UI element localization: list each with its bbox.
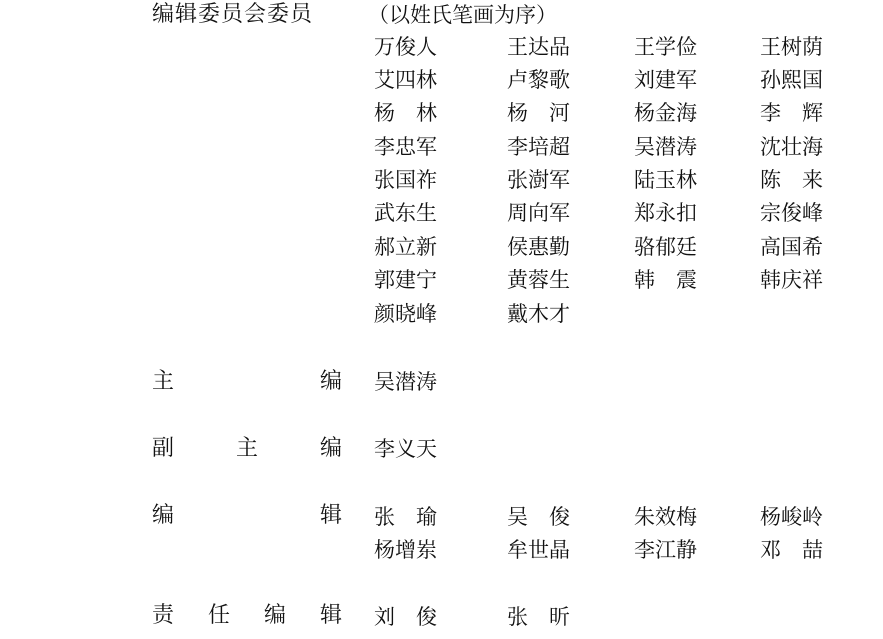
- editors-label: [152, 501, 342, 531]
- label-char: 任: [207, 603, 230, 628]
- label-char: 责: [152, 603, 175, 628]
- person-name: 郝立新: [374, 234, 437, 259]
- board-members-grid: [374, 30, 840, 331]
- person-name: 李江静: [634, 537, 697, 562]
- label-char: 辑: [319, 503, 342, 528]
- person-name: 沈壮海: [760, 134, 823, 159]
- person-name: 张 昕: [507, 604, 570, 629]
- person-name: 邓 喆: [760, 537, 823, 562]
- label-char: 辑: [319, 603, 342, 628]
- person-name: 张 瑜: [374, 504, 437, 529]
- person-name: 周向军: [507, 201, 570, 226]
- person-name: 万俊人: [374, 34, 437, 59]
- deputy-chief-editor-name: 李义天: [374, 437, 437, 461]
- responsible-editors-grid: [374, 600, 840, 633]
- person-name: 宗俊峰: [760, 201, 823, 226]
- person-name: 刘建军: [634, 67, 697, 92]
- chief-editor-name: 吴潜涛: [374, 370, 437, 394]
- person-name: 杨金海: [634, 101, 697, 126]
- person-name: 刘 俊: [374, 604, 437, 629]
- person-name: 张国祚: [374, 168, 437, 193]
- person-name: 吴潜涛: [634, 134, 697, 159]
- label-char: 编: [263, 603, 286, 628]
- person-name: 武东生: [374, 201, 437, 226]
- person-name: 王学俭: [634, 34, 697, 59]
- person-name: 卢黎歌: [507, 67, 570, 92]
- chief-editor-label: [152, 367, 342, 397]
- person-name: 韩庆祥: [760, 268, 823, 293]
- person-name: 陈 来: [760, 168, 823, 193]
- person-name: 朱效梅: [634, 504, 697, 529]
- deputy-chief-editor-label: [152, 434, 342, 464]
- person-name: 孙熙国: [760, 67, 823, 92]
- board-label: 编辑委员会委员: [152, 2, 314, 27]
- editors-grid: [374, 500, 840, 567]
- person-name: 颜晓峰: [374, 301, 437, 326]
- person-name: 张澍军: [507, 168, 570, 193]
- label-char: 编: [319, 369, 342, 394]
- person-name: 戴木才: [507, 301, 570, 326]
- person-name: 黄蓉生: [507, 268, 570, 293]
- board-order-note: （以姓氏笔画为序）: [368, 3, 557, 27]
- person-name: 杨峻岭: [760, 504, 823, 529]
- person-name: 陆玉林: [634, 168, 697, 193]
- person-name: 侯惠勤: [507, 234, 570, 259]
- person-name: 郑永扣: [634, 201, 697, 226]
- person-name: 李培超: [507, 134, 570, 159]
- person-name: 王达品: [507, 34, 570, 59]
- label-char: 主: [152, 369, 175, 394]
- person-name: 杨增岽: [374, 537, 437, 562]
- person-name: 骆郁廷: [634, 234, 697, 259]
- person-name: 王树荫: [760, 34, 823, 59]
- person-name: 艾四林: [374, 67, 437, 92]
- person-name: 李忠军: [374, 134, 437, 159]
- person-name: 吴 俊: [507, 504, 570, 529]
- label-char: 主: [235, 436, 258, 461]
- person-name: 李 辉: [760, 101, 823, 126]
- responsible-editors-label: [152, 601, 342, 631]
- person-name: 韩 震: [634, 268, 697, 293]
- label-char: 编: [319, 436, 342, 461]
- person-name: 杨 河: [507, 101, 570, 126]
- person-name: 郭建宁: [374, 268, 437, 293]
- person-name: 高国希: [760, 234, 823, 259]
- label-char: 编: [152, 503, 175, 528]
- label-char: 副: [152, 436, 175, 461]
- person-name: 牟世晶: [507, 537, 570, 562]
- person-name: 杨 林: [374, 101, 437, 126]
